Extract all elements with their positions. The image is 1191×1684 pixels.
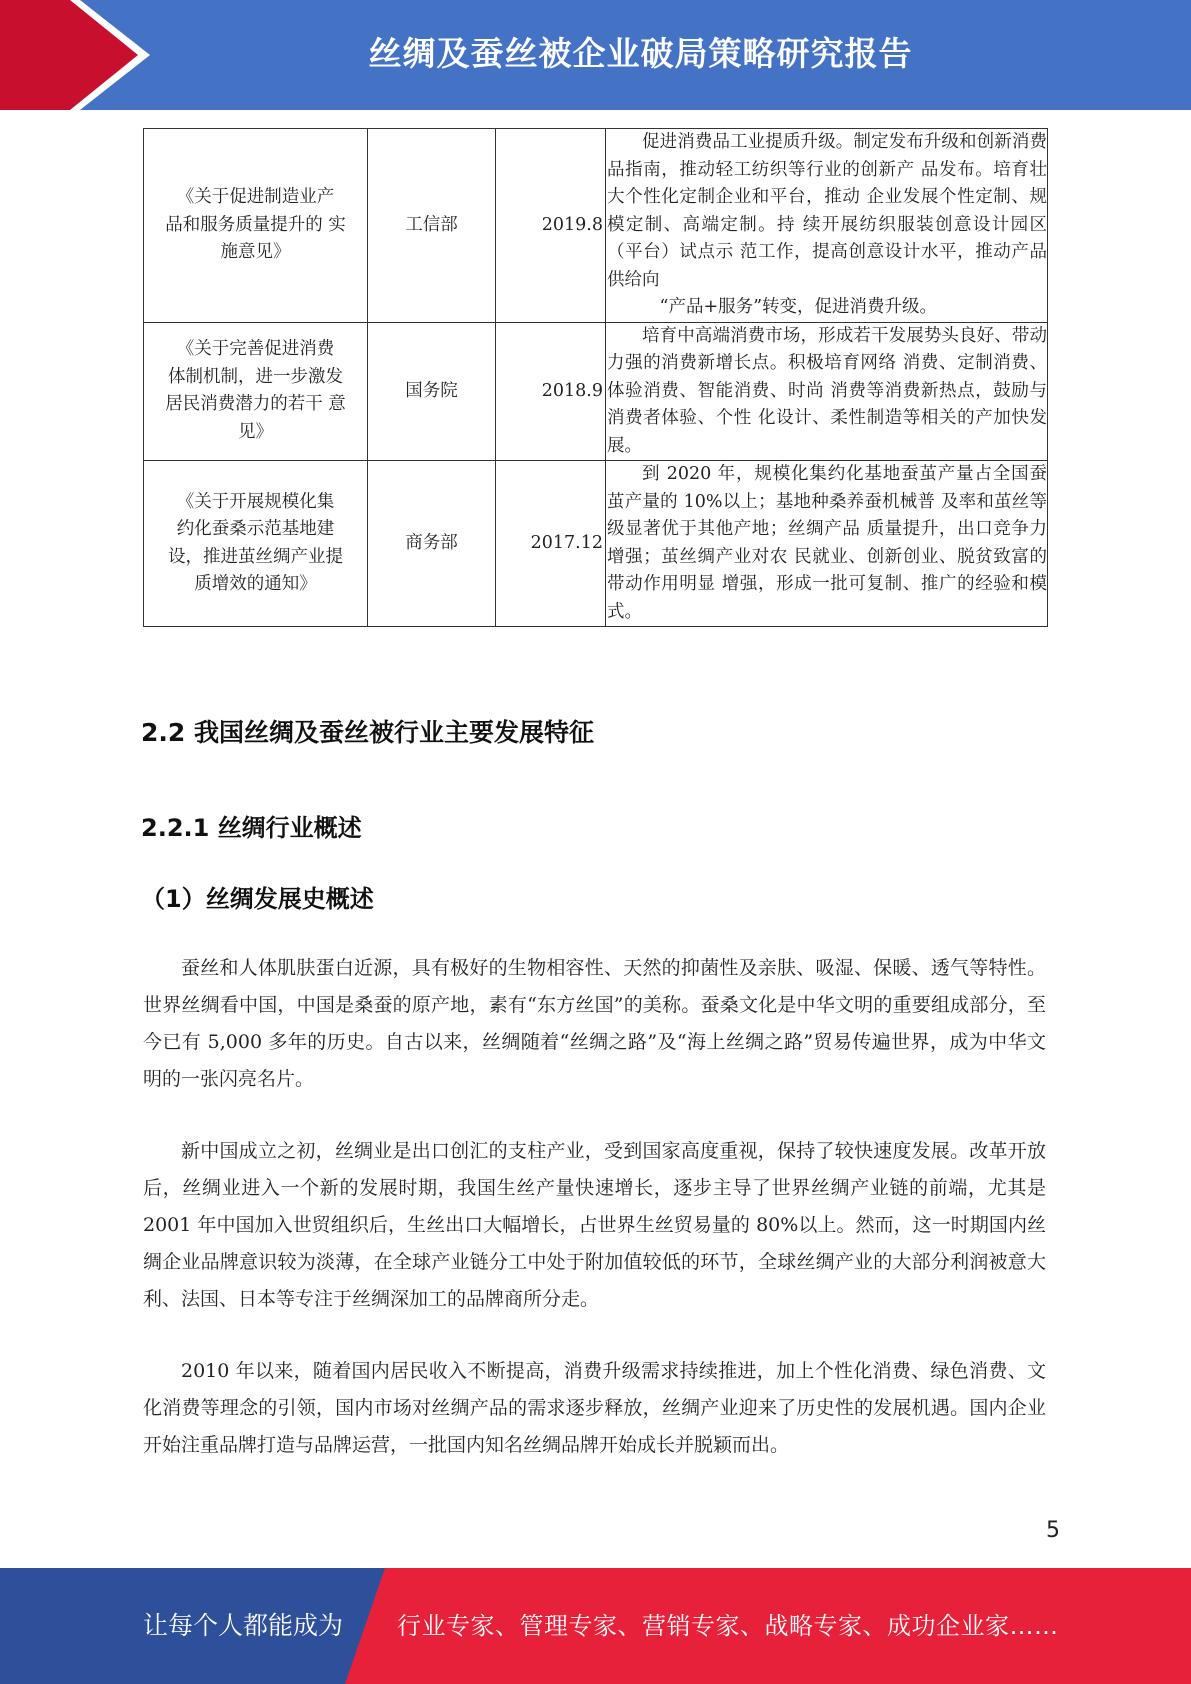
policy-name-line: 体制机制，进一步激发	[168, 366, 343, 387]
policy-name-line: 设，推进茧丝绸产业提	[168, 546, 343, 567]
body-paragraph: 2010 年以来，随着国内居民收入不断提高，消费升级需求持续推进，加上个性化消费、绿色消费、文化消费等理念的引领，国内市场对丝绸产品的需求逐步释放，丝绸产业迎来了历史性的发展机遇。国内企业开始注重品牌打造与品牌运营，一批国内知名丝绸品牌开始成长并脱颖而出。	[143, 1360, 1046, 1456]
policy-content-tail: “产品+服务”转变，促进消费升级。	[659, 297, 938, 317]
issue-date: 2018.9	[496, 322, 606, 461]
body-paragraph: 新中国成立之初，丝绸业是出口创汇的支柱产业，受到国家高度重视，保持了较快速度发展。改革开放后，丝绸业进入一个新的发展时期，我国生丝产量快速增长，逐步主导了世界丝绸产业链的前端，尤其是 2001 年中国加入世贸组织后，生丝出口大幅增长，占世界生丝贸易量的 80%以上。然而，这一时期国内丝绸企业品牌意识较为淡薄，在全球产业链分工中处于附加值较低的环节，全球丝绸产业的大部分利润被意大利、法国、日本等专注于丝绸深加工的品牌商所分走。	[143, 1140, 1046, 1310]
policy-name-line: 施意见》	[220, 242, 291, 262]
policy-table	[143, 128, 1048, 627]
policy-content: 到 2020 年，规模化集约化基地蚕茧产量占全国蚕茧产量的 10%以上；基地种桑养蚕机械普 及率和茧丝等级显著优于其他产地；丝绸产品 质量提升，出口竞争力增强；茧丝绸产业对农 民就业、创新创业、脱贫致富的带动作用明显 增强，形成一批可复制、推广的经验和模式。	[607, 464, 1047, 622]
policy-name-line: 约化蚕桑示范基地建	[176, 519, 335, 539]
footer-banner	[0, 1568, 1191, 1684]
body-paragraph: 蚕丝和人体肌肤蛋白近源，具有极好的生物相容性、天然的抑菌性及亲肤、吸湿、保暖、透气等特性。世界丝绸看中国，中国是桑蚕的原产地，素有“东方丝国”的美称。蚕桑文化是中华文明的重要组成部分，至今已有 5,000 多年的历史。自古以来，丝绸随着“丝绸之路”及“海上丝绸之路”贸易传遍世界，成为中华文明的一张闪亮名片。	[143, 957, 1046, 1090]
table-row	[144, 461, 1048, 627]
policy-name-line: 质增效的通知》	[194, 574, 317, 594]
issuing-department: 工信部	[368, 129, 496, 323]
policy-name-line: 《关于开展规模化集	[176, 491, 335, 512]
table-row	[144, 129, 1048, 323]
topic-heading: （1）丝绸发展史概述	[141, 885, 374, 913]
section-heading: 2.2 我国丝绸及蚕丝被行业主要发展特征	[141, 718, 594, 747]
footer-slogan-roles: 行业专家、管理专家、营销专家、战略专家、成功企业家……	[397, 1612, 1059, 1640]
policy-content: 培育中高端消费市场，形成若干发展势头良好、带动力强的消费新增长点。积极培育网络 消费、定制消费、体验消费、智能消费、时尚 消费等消费新热点，鼓励与消费者体验、个性 化设计、柔性制造等相关的产加快发展。	[607, 325, 1047, 456]
footer-slogan-lead: 让每个人都能成为	[143, 1611, 344, 1640]
policy-content: 促进消费品工业提质升级。制定发布升级和创新消费品指南，推动轻工纺织等行业的创新产 品发布。培育壮大个性化定制企业和平台，推动 企业发展个性定制、规模定制、高端定制。持 续开展纺织服装创意设计园区（平台）试点示 范工作，提高创意设计水平，推动产品供给向	[607, 132, 1047, 290]
policy-name-cell	[144, 129, 368, 323]
issuing-department: 国务院	[368, 322, 496, 461]
issue-date: 2017.12	[496, 461, 606, 627]
policy-name-line: 居民消费潜力的若干 意	[165, 394, 346, 415]
policy-name-line: 《关于完善促进消费	[176, 339, 335, 360]
policy-name-cell	[144, 322, 368, 461]
issue-date: 2019.8	[496, 129, 606, 323]
table-row	[144, 322, 1048, 461]
policy-content-cell	[606, 322, 1048, 461]
policy-name-line: 品和服务质量提升的 实	[165, 214, 346, 235]
policy-name-cell	[144, 461, 368, 627]
page-number: 5	[1046, 1518, 1060, 1543]
header-banner	[0, 0, 1191, 110]
policy-content-cell	[606, 461, 1048, 627]
policy-content-cell	[606, 129, 1048, 323]
policy-name-line: 见》	[238, 421, 273, 442]
subsection-heading: 2.2.1 丝绸行业概述	[141, 814, 362, 842]
policy-name-line: 《关于促进制造业产	[176, 187, 335, 207]
header-title: 丝绸及蚕丝被企业破局策略研究报告	[368, 34, 913, 73]
issuing-department: 商务部	[368, 461, 496, 627]
